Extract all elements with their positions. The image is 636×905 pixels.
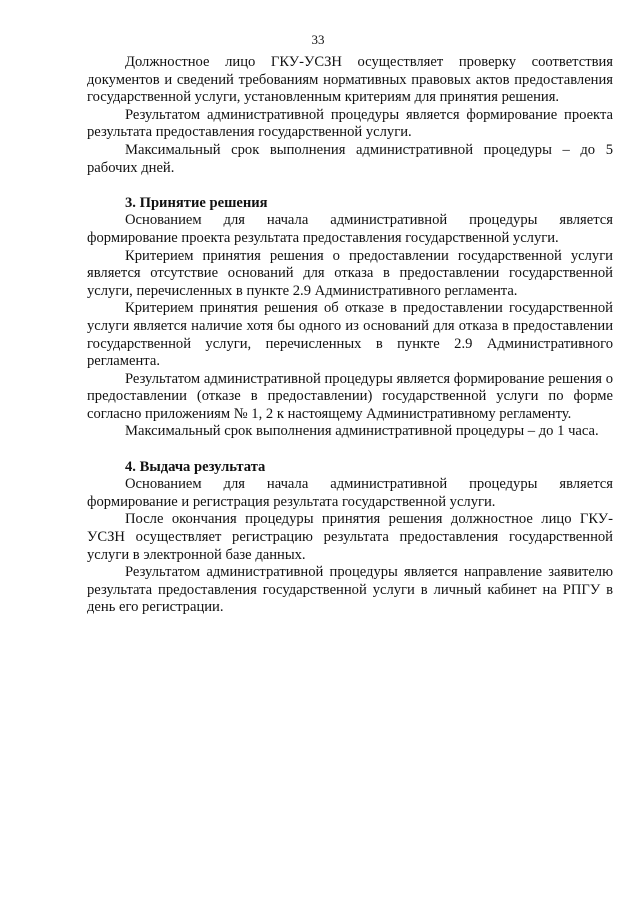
- paragraph: Результатом административной процедуры является формирование проекта результата предоставления государственной услуги.: [87, 106, 613, 141]
- paragraph: Основанием для начала административной процедуры является формирование проекта результата предоставления государственной услуги.: [87, 212, 613, 246]
- paragraph: Основанием для начала административной процедуры является формирование и регистрация результата государственной услуги.: [87, 476, 613, 510]
- paragraph: Критерием принятия решения о предоставлении государственной услуги является отсутствие оснований для отказа в предоставлении государственной услуги, перечисленных в пункте 2.9 Административного регламента.: [87, 247, 613, 299]
- paragraph: Критерием принятия решения об отказе в предоставлении государственной услуги является наличие хотя бы одного из оснований для отказа в предоставлении государственной услуги, перечисленных в пункте 2.9 Административного регламента.: [87, 300, 613, 370]
- spacer: [87, 177, 613, 195]
- page-number: 33: [311, 32, 325, 47]
- paragraph: Результатом административной процедуры является направление заявителю результата предоставления государственной услуги в личный кабинет на РПГУ в день его регистрации.: [87, 564, 613, 616]
- section-heading-decision: 3. Принятие решения: [125, 194, 268, 211]
- paragraph: Должностное лицо ГКУ-УСЗН осуществляет проверку соответствия документов и сведений требованиям нормативных правовых актов предоставления государственной услуги, установленным критериям для принятия решения.: [87, 54, 613, 106]
- paragraph: После окончания процедуры принятия решения должностное лицо ГКУ-УСЗН осуществляет регистрацию результата предоставления государственной услуги в электронной базе данных.: [87, 511, 613, 563]
- paragraph: Результатом административной процедуры является формирование решения о предоставлении (отказе в предоставлении) государственной услуги по форме согласно приложениям № 1, 2 к настоящему Административному регламенту.: [87, 370, 613, 422]
- section-heading-issuance: 4. Выдача результата: [125, 458, 266, 475]
- paragraph: Максимальный срок выполнения административной процедуры – до 1 часа.: [125, 423, 599, 440]
- paragraph: Максимальный срок выполнения административной процедуры – до 5 рабочих дней.: [87, 141, 613, 176]
- spacer: [87, 441, 613, 459]
- document-body: [87, 54, 613, 617]
